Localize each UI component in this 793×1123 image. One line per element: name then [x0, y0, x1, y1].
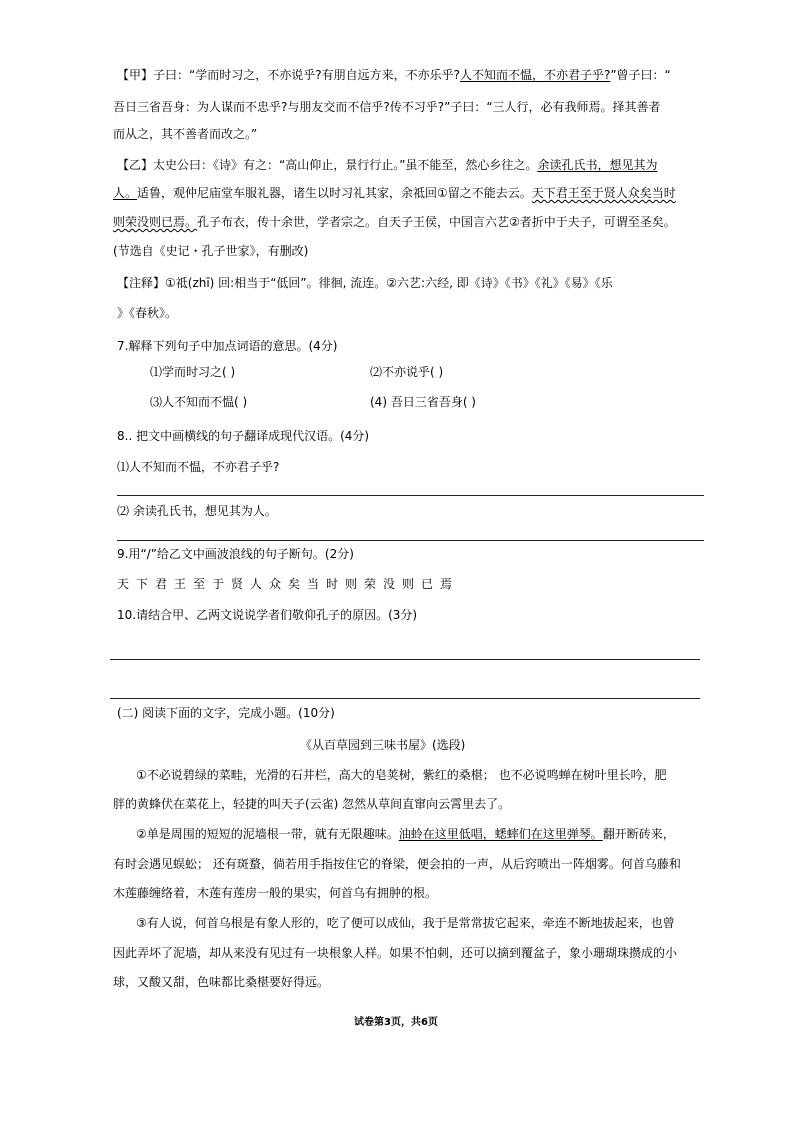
q8-stem: 8.. 把文中画横线的句子翻译成现代汉语。(4分)	[117, 429, 370, 443]
q10-answer-line-2[interactable]	[110, 698, 700, 699]
p1-line-2: 胖的黄蜂伏在菜花上，轻捷的叫天子(云雀) 忽然从草间直窜向云霄里去了。	[113, 797, 511, 811]
yi-line-1	[117, 157, 657, 173]
p3-line-1: ③有人说，何首乌根是有象人形的，吃了便可以成仙，我于是常常拔它起来，牵连不断地拔起来，也曾	[136, 916, 675, 930]
p2-underlined-sentence: 油蛉在这里低唱，蟋蟀们在这里弹琴。	[398, 827, 603, 841]
p1-line-1: ①不必说碧绿的菜畦，光滑的石井栏，高大的皂荚树，紫红的桑椹； 也不必说鸣蝉在树叶里长吟，肥	[136, 768, 667, 782]
q8-sentence-2: ⑵ 余读孔氏书，想见其为人。	[117, 504, 277, 518]
q10-stem: 10.请结合甲、乙两文说说学者们敬仰孔子的原因。(3分)	[117, 608, 418, 622]
yi-line-3	[113, 214, 676, 230]
jia-text: 【甲】子曰：“学而时习之，不亦说乎?有朋自远方来，不亦乐乎?	[117, 68, 460, 82]
p2-line-3: 木莲藤缠络着，木莲有莲房一般的果实，何首乌有拥肿的根。	[113, 886, 438, 900]
q7-stem: 7.解释下列句子中加点词语的意思。(4分)	[117, 339, 338, 353]
p2-line-1	[136, 826, 675, 842]
q7-item-2: ⑵不亦说乎( )	[370, 365, 444, 379]
yi-wavy-sentence: 天下君王至于贤人众矣当时	[531, 186, 676, 200]
p3-line-3: 球，又酸又甜，色味都比桑椹要好得远。	[113, 975, 330, 989]
jia-line-3: 而从之，其不善者而改之。”	[113, 127, 258, 141]
q8-answer-line-1[interactable]	[117, 495, 704, 496]
q8-sentence-1: ⑴人不知而不愠，不亦君子乎?	[117, 460, 280, 474]
section2-title: 《从百草园到三味书屋》(选段)	[300, 738, 466, 752]
p3-line-2: 因此弄坏了泥墙，却从来没有见过有一块根象人样。如果不怕刺，还可以摘到覆盆子，象小珊瑚珠攒成的小	[113, 946, 678, 960]
q8-answer-line-2[interactable]	[117, 540, 704, 541]
yi-text: 【乙】太史公曰：《诗》有之：“高山仰止，景行行止。”虽不能至，然心乡往之。	[117, 158, 538, 172]
jia-text: ”曾子曰：“	[610, 68, 671, 82]
notes-line-1: 【注释】①祗(zhī) 回:相当于“低回”。徘徊, 流连。②六艺:六经, 即《诗》《书》《礼》《易》《乐	[117, 276, 613, 290]
p2-text: 翻开断砖来，	[602, 827, 675, 841]
yi-underlined-sentence: 余读孔氏书，想见其为	[537, 158, 658, 172]
p2-text: ②单是周围的短短的泥墙根一带，就有无限趣味。	[136, 827, 399, 841]
q7-item-1: ⑴学而时习之( )	[150, 365, 236, 379]
jia-underlined-sentence: 人不知而不愠，不亦君子乎?	[459, 68, 611, 82]
yi-source: (节选自《史记・孔子世家》，有删改)	[113, 244, 309, 258]
q9-text: 天下君王至于贤人众矣当时则荣没则已焉	[117, 577, 460, 591]
notes-line-2: 》《春秋》。	[117, 306, 178, 320]
q7-item-3: ⑶人不知而不愠( )	[150, 395, 248, 409]
yi-text: 孔子布衣，传十余世，学者宗之。自天子王侯，中国言六艺②者折中于夫子，可谓至圣矣。	[197, 215, 676, 229]
q7-item-4: (4) 吾日三省吾身( )	[370, 395, 476, 409]
q9-stem: 9.用“/”给乙文中画波浪线的句子断句。(2分)	[117, 547, 354, 561]
yi-wavy-sentence-end: 则荣没则已焉。	[113, 215, 198, 229]
jia-line-2: 吾日三省吾身：为人谋而不忠乎?与朋友交而不信乎?传不习乎?”子曰：“三人行，必有我师焉。择其善者	[113, 100, 661, 114]
p2-line-2: 有时会遇见蜈蚣； 还有斑蝥，倘若用手指按住它的脊梁，便会拍的一声，从后窍喷出一阵烟雾。何首乌藤和	[113, 857, 681, 871]
q10-answer-line-1[interactable]	[110, 659, 700, 660]
yi-underlined-sentence-end: 人。	[113, 186, 138, 200]
section2-intro: (二) 阅读下面的文字，完成小题。(10分)	[117, 706, 335, 720]
page-footer: 试卷第3页，共6页	[354, 1017, 438, 1028]
jia-line-1	[117, 67, 671, 83]
yi-line-2	[113, 185, 676, 201]
yi-text: 适鲁，观仲尼庙堂车服礼器，诸生以时习礼其家，余祗回①留之不能去云。	[137, 186, 532, 200]
